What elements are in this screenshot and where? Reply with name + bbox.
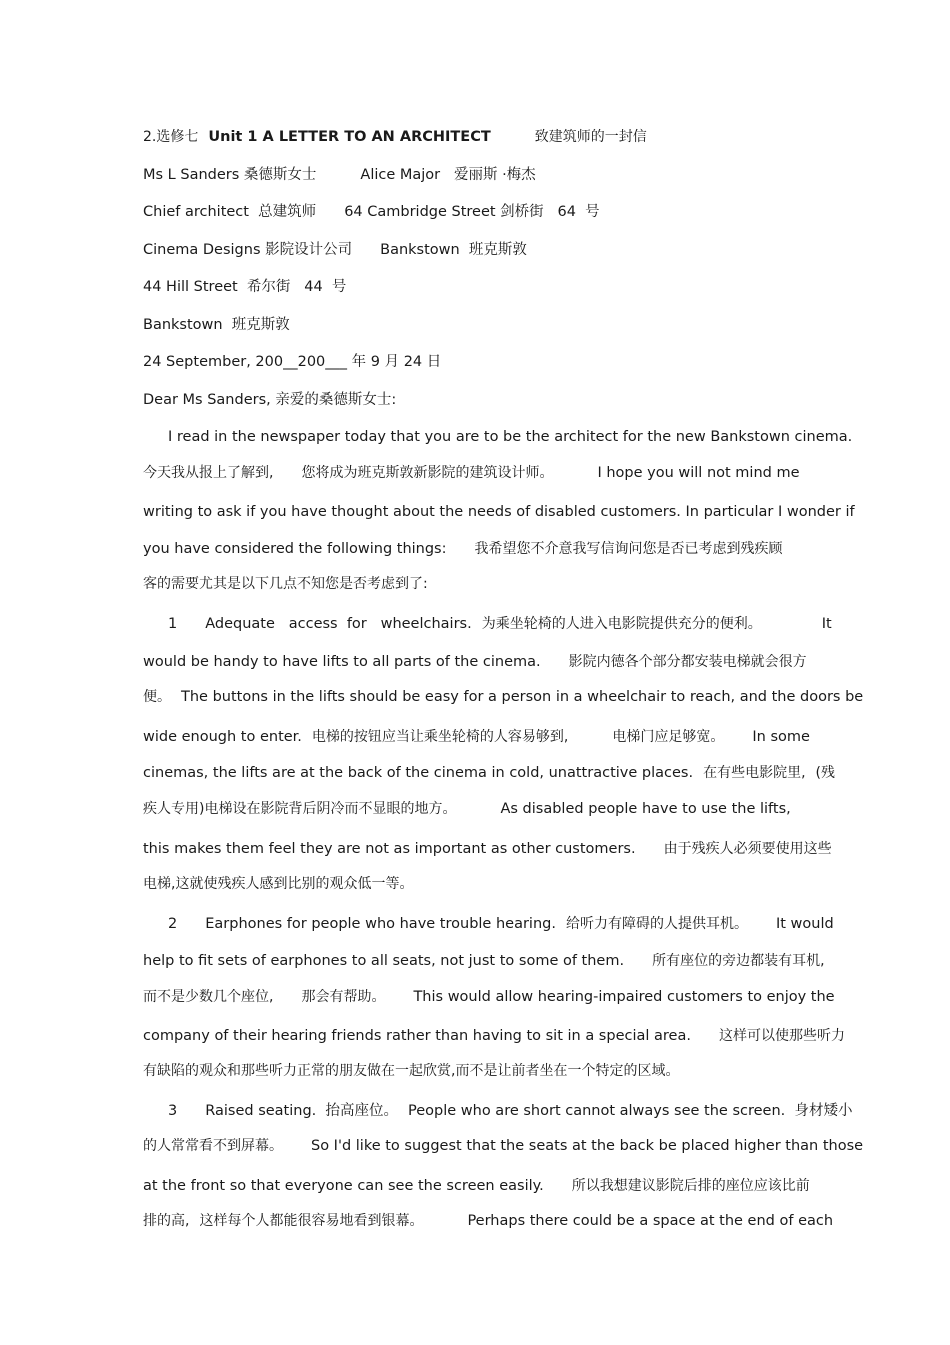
letter-date: 24 September, 200__200___ 年 9 月 24 日 — [143, 354, 442, 370]
body-line — [143, 540, 823, 558]
line-text: 所有座位的旁边都装有耳机, — [652, 953, 825, 969]
line-text: Raised seating. 抬高座位。 — [205, 1103, 398, 1119]
sender-name: Alice Major 爱丽斯 ·梅杰 — [360, 167, 536, 183]
body-line — [143, 428, 853, 446]
recipient-town: Bankstown 班克斯敦 — [143, 317, 290, 333]
line-text: So I'd like to suggest that the seats at the back be placed higher than those — [311, 1138, 864, 1154]
line-text: 电梯,这就使残疾人感到比别的观众低一等。 — [143, 876, 414, 892]
line-text: 由于残疾人必须要使用这些 — [663, 841, 832, 857]
document-heading — [143, 128, 823, 146]
sender-street: 64 Cambridge Street 剑桥街 64 号 — [344, 204, 600, 220]
line-text: (残 — [815, 765, 835, 781]
line-text: 所以我想建议影院后排的座位应该比前 — [571, 1178, 810, 1194]
line-text: This would allow hearing-impaired customers to enjoy the — [413, 989, 835, 1005]
line-text: 在有些电影院里, — [703, 765, 806, 781]
body-line — [143, 688, 864, 706]
body-line — [143, 728, 823, 746]
body-line — [143, 1177, 823, 1195]
body-line — [143, 464, 823, 482]
heading-unit-title: Unit 1 A LETTER TO AN ARCHITECT — [208, 129, 491, 145]
recipient-title: Chief architect 总建筑师 — [143, 204, 317, 220]
line-text: 而不是少数几个座位, — [143, 989, 274, 1005]
line-text: this makes them feel they are not as important as other customers. — [143, 841, 636, 857]
line-text: 影院内德各个部分都安装电梯就会很方 — [568, 654, 807, 670]
recipient-street: 44 Hill Street 希尔街 44 号 — [143, 279, 347, 295]
line-text: 客的需要尤其是以下几点不知您是否考虑到了: — [143, 576, 428, 592]
line-text: 的人常常看不到屏幕。 — [143, 1138, 283, 1154]
line-text: 今天我从报上了解到, — [143, 465, 274, 481]
line-text: In some — [752, 729, 810, 745]
line-text: 我希望您不介意我写信询问您是否已考虑到残疾顾 — [474, 541, 783, 557]
body-line — [143, 575, 823, 593]
address-line-5 — [143, 316, 823, 334]
line-text: 便。 — [143, 689, 171, 705]
line-text: I hope you will not mind me — [597, 465, 800, 481]
line-text: cinemas, the lifts are at the back of the cinema in cold, unattractive places. — [143, 765, 694, 781]
line-text: People who are short cannot always see the screen. 身材矮小 — [408, 1103, 853, 1119]
body-line — [143, 800, 823, 818]
body-line — [143, 1027, 845, 1045]
body-line — [143, 840, 832, 858]
line-text: 这样可以使那些听力 — [718, 1028, 845, 1044]
line-text: The buttons in the lifts should be easy for a person in a wheelchair to reach, and the doors be — [181, 689, 864, 705]
point-2-line — [143, 915, 848, 933]
line-text: It would — [775, 916, 834, 932]
heading-prefix: 2.选修七 — [143, 129, 199, 145]
body-line — [143, 764, 835, 782]
line-text: 您将成为班克斯敦新影院的建筑设计师。 — [301, 465, 554, 481]
line-text: 那会有帮助。 — [301, 989, 386, 1005]
line-text: at the front so that everyone can see the screen easily. — [143, 1178, 544, 1194]
recipient-company: Cinema Designs 影院设计公司 — [143, 242, 353, 258]
line-text: 疾人专用)电梯设在影院背后阴冷而不显眼的地方。 — [143, 801, 457, 817]
line-text: 电梯的按钮应当让乘坐轮椅的人容易够到, — [311, 729, 569, 745]
body-line — [143, 875, 823, 893]
line-text: wide enough to enter. — [143, 729, 302, 745]
line-text: writing to ask if you have thought about the needs of disabled customers. In particular I wonder if — [143, 504, 855, 520]
address-line-1 — [143, 166, 823, 184]
sender-town: Bankstown 班克斯敦 — [380, 242, 527, 258]
line-text: you have considered the following things: — [143, 541, 447, 557]
line-text: Perhaps there could be a space at the end of each — [467, 1213, 834, 1229]
body-line — [143, 988, 835, 1006]
body-line — [143, 503, 855, 521]
line-text: It — [821, 616, 832, 632]
line-text: 排的高, — [143, 1213, 190, 1229]
point-number: 3 — [168, 1103, 178, 1119]
line-text: would be handy to have lifts to all parts of the cinema. — [143, 654, 541, 670]
line-text: As disabled people have to use the lifts, — [500, 801, 791, 817]
recipient-name: Ms L Sanders 桑德斯女士 — [143, 167, 317, 183]
heading-chinese-title: 致建筑师的一封信 — [534, 129, 647, 145]
line-text: 为乘坐轮椅的人进入电影院提供充分的便利。 — [481, 616, 762, 632]
salutation: Dear Ms Sanders, 亲爱的桑德斯女士: — [143, 392, 397, 408]
line-text: help to fit sets of earphones to all seats, not just to some of them. — [143, 953, 625, 969]
line-text: 有缺陷的观众和那些听力正常的朋友做在一起欣赏,而不是让前者坐在一个特定的区域。 — [143, 1063, 680, 1079]
point-number: 1 — [168, 616, 178, 632]
body-line — [143, 1212, 834, 1230]
point-1-line — [143, 615, 848, 633]
line-text: 电梯门应足够宽。 — [612, 729, 725, 745]
line-text: Earphones for people who have trouble hearing. — [205, 916, 556, 932]
address-line-2 — [143, 203, 823, 221]
point-number: 2 — [168, 916, 178, 932]
line-text: 给听力有障碍的人提供耳机。 — [565, 916, 748, 932]
line-text: I read in the newspaper today that you are to be the architect for the new Bankstown cinema. — [168, 429, 853, 445]
line-text: company of their hearing friends rather than having to sit in a special area. — [143, 1028, 691, 1044]
body-line — [143, 653, 823, 671]
line-text: Adequate access for wheelchairs. — [205, 616, 472, 632]
point-3-line — [143, 1102, 853, 1120]
line-text: 这样每个人都能很容易地看到银幕。 — [199, 1213, 424, 1229]
address-line-3 — [143, 241, 823, 259]
body-line — [143, 952, 823, 970]
address-line-4 — [143, 278, 823, 296]
body-line — [143, 1137, 864, 1155]
body-line — [143, 1062, 823, 1080]
